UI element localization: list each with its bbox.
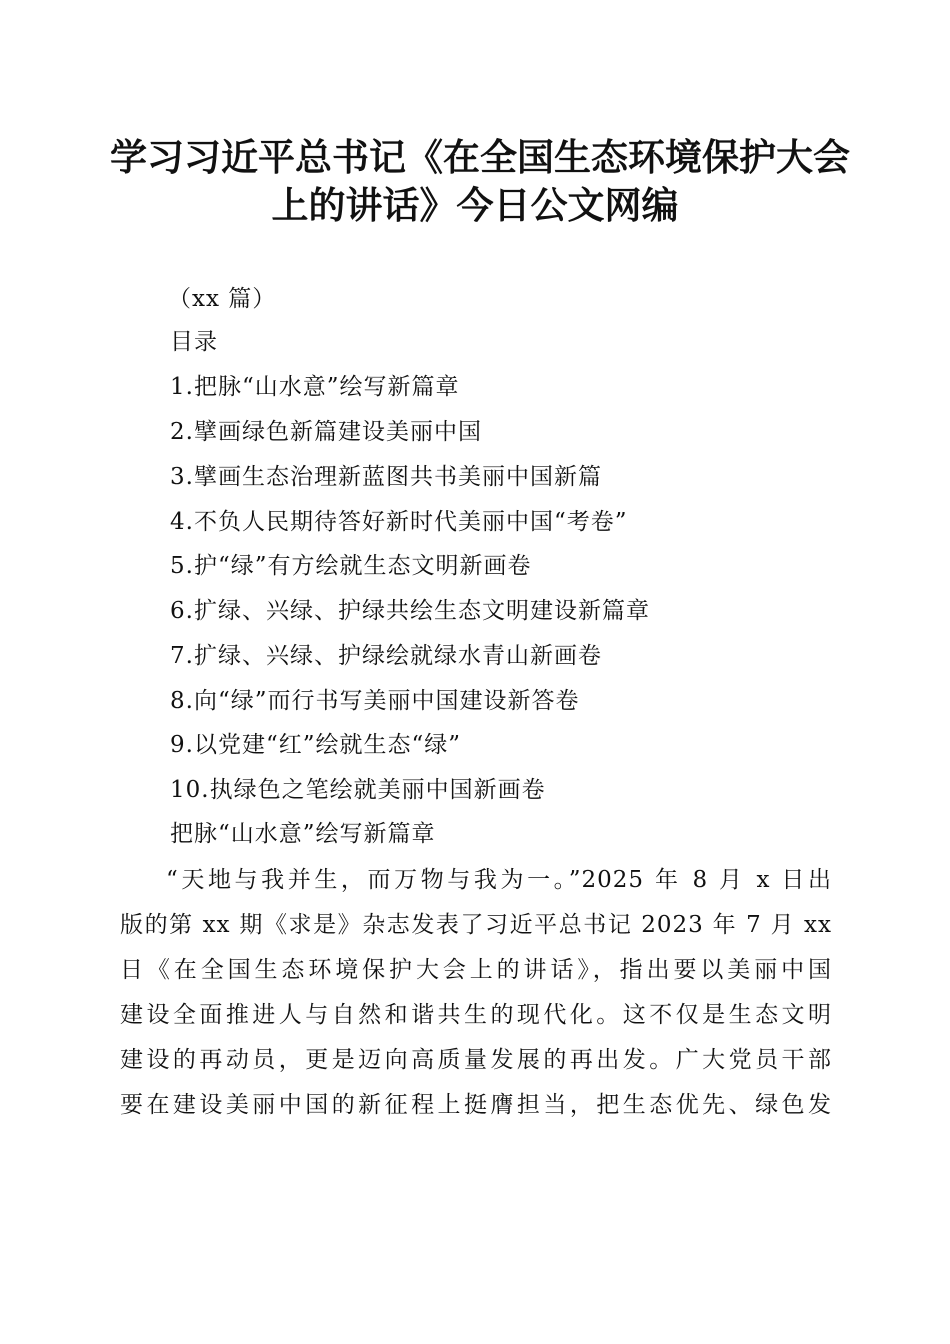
toc-item-8: 8.向“绿”而行书写美丽中国建设新答卷: [170, 688, 580, 714]
toc-item-10: 10.执绿色之笔绘就美丽中国新画卷: [170, 777, 546, 803]
article-count-note: （xx 篇）: [168, 286, 277, 312]
toc-item-2: 2.擘画绿色新篇建设美丽中国: [170, 419, 482, 445]
toc-item-9: 9.以党建“红”绘就生态“绿”: [170, 732, 461, 758]
title-line-2: 上的讲话》今日公文网编: [271, 183, 679, 227]
toc-item-6: 6.扩绿、兴绿、护绿共绘生态文明建设新篇章: [170, 598, 650, 624]
toc-item-4: 4.不负人民期待答好新时代美丽中国“考卷”: [170, 509, 628, 535]
body-line-2: 版的第 xx 期《求是》杂志发表了习近平总书记 2023 年 7 月 xx: [120, 912, 832, 938]
body-line-5: 建设的再动员，更是迈向高质量发展的再出发。广大党员干部: [120, 1047, 832, 1073]
toc-item-7: 7.扩绿、兴绿、护绿绘就绿水青山新画卷: [170, 643, 602, 669]
body-line-4: 建设全面推进人与自然和谐共生的现代化。这不仅是生态文明: [120, 1002, 832, 1028]
body-line-1: “天地与我并生，而万物与我为一。”2025 年 8 月 x 日出: [166, 867, 832, 893]
document-title: [110, 133, 850, 229]
toc-item-3: 3.擘画生态治理新蓝图共书美丽中国新篇: [170, 464, 602, 490]
title-line-1: 学习习近平总书记《在全国生态环境保护大会: [110, 135, 850, 179]
section-heading: 把脉“山水意”绘写新篇章: [170, 821, 436, 847]
toc-item-1: 1.把脉“山水意”绘写新篇章: [170, 374, 460, 400]
toc-heading: 目录: [170, 329, 218, 355]
body-line-3: 日《在全国生态环境保护大会上的讲话》，指出要以美丽中国: [120, 957, 832, 983]
body-line-6: 要在建设美丽中国的新征程上挺膺担当，把生态优先、绿色发: [120, 1092, 832, 1118]
body-paragraph: [120, 858, 832, 1128]
toc-item-5: 5.护“绿”有方绘就生态文明新画卷: [170, 553, 532, 579]
